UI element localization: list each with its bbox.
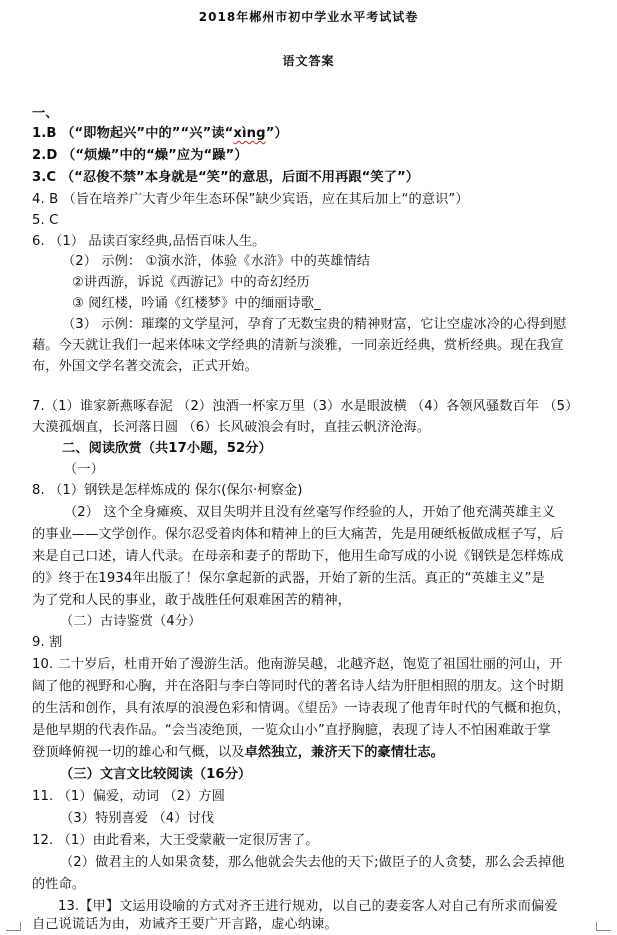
answer-q6-2a: （2） 示例： ①演水浒，体验《水浒》中的英雄情结 <box>62 254 371 269</box>
answer-q8-2d: 的》终于在1934年出版了！保尔拿起新的武器，开始了新的生活。真正的“英雄主义”是 <box>32 571 545 586</box>
answer-q12c: 的性命。 <box>32 877 86 892</box>
answer-q10e-bold: 卓然独立，兼济天下的豪情壮志。 <box>244 745 444 760</box>
part-two-heading: （二）古诗鉴赏（4分） <box>60 614 202 629</box>
answer-q6-2b: ②讲西游，诉说《西游记》中的奇幻经历 <box>72 275 310 290</box>
answer-q8-1: 8. （1）钢铁是怎样炼成的 保尔(保尔·柯察金) <box>32 483 303 498</box>
section-two-heading: 二、阅读欣赏（共17小题，52分） <box>62 441 272 456</box>
answer-q10c: 的生活和创作，具有浓厚的浪漫色彩和情调。《望岳》一诗表现了他青年时代的气概和抱负， <box>32 701 571 716</box>
answer-q6-2c: ③ 阅红楼，吟诵《红楼梦》中的缅丽诗歌_ <box>72 296 321 311</box>
answer-q10e <box>32 743 444 763</box>
answer-q6-3b: 藉。今天就让我们一起来体味文学经典的清新与淡雅，一同亲近经典，赏析经典。现在我宣 <box>32 338 564 353</box>
answer-q3: 3.C （“忍俊不禁”本身就是“笑”的意思，后面不用再跟“笑了”） <box>32 170 420 185</box>
answer-q10a: 10. 二十岁后，杜甫开始了漫游生活。他南游吴越，北越齐赵，饱览了祖国壮丽的河山，开 <box>32 657 563 672</box>
answer-q12b: （2）做君主的人如果贪婪，那么他就会失去他的天下;做臣子的人贪婪，那么会丢掉他 <box>60 855 565 870</box>
answer-q10d: 是他早期的代表作品。“会当凌绝顶，一览众山小”直抒胸臆，表现了诗人不怕困难敢于掌 <box>32 723 551 738</box>
answer-q11a: 11. （1）偏爱，动词 （2）方圆 <box>32 789 225 804</box>
answer-q8-2c: 来是自己口述，请人代录。在母亲和妻子的帮助下，他用生命写成的小说《钢铁是怎样炼成 <box>32 549 564 564</box>
answer-q8-2a: （2） 这个全身瘫痪、双目失明并且没有丝毫写作经验的人，开始了他充满英雄主义 <box>64 505 556 520</box>
answer-q4: 4. B （旨在培养广大青少年生态环保”缺少宾语，应在其后加上“的意识”） <box>32 192 469 207</box>
answer-q2: 2.D （“烦燥”中的“燥”应为“躁”） <box>32 148 248 163</box>
answer-q13b: 自己说谎话为由，劝诫齐王要广开言路，虚心纳谏。 <box>32 917 338 932</box>
answer-q8-2b: 的事业——文学创作。保尔忍受着肉体和精神上的巨大痛苦，先是用硬纸板做成框子写，后 <box>32 527 564 542</box>
answer-q12a: 12. （1）由此看来，大王受蒙蔽一定很厉害了。 <box>32 833 319 848</box>
answer-q1 <box>32 124 288 144</box>
answer-q8-2e: 为了党和人民的事业，敢于战胜任何艰难困苦的精神， <box>32 593 351 608</box>
part-three-heading: （三）文言文比较阅读（16分） <box>60 767 252 782</box>
answer-q7b: 大漠孤烟直，长河落日圆 （6）长风破浪会有时，直挂云帆济沧海。 <box>32 420 431 435</box>
answer-q13a: 13.【甲】文运用设喻的方式对齐王进行规劝，以自己的妻妾客人对自己有所求而偏爱 <box>58 899 558 914</box>
page-corner-mark-right <box>596 922 611 931</box>
document-subtitle: 语文答案 <box>282 54 335 68</box>
part-one-heading: （一） <box>64 462 104 477</box>
answer-q7a: 7.（1）谁家新燕啄春泥 （2）浊酒一杯家万里（3）水是眼波横 （4）各领风骚数百年 （5） <box>32 399 579 414</box>
page-corner-mark-left <box>6 922 21 931</box>
answer-q6-3a: （3） 示例：璀璨的文学星河，孕育了无数宝贵的精神财富，它让空虚冰冷的心得到慰 <box>62 317 567 332</box>
answer-q9: 9. 割 <box>32 635 63 650</box>
answer-q1-text: 1.B （“即物起兴”中的”“兴”读“ <box>32 126 234 141</box>
answer-q1-pinyin: xìng <box>233 126 266 141</box>
document-title: 2018年郴州市初中学业水平考试试卷 <box>198 10 419 24</box>
answer-q5: 5. C <box>32 213 59 228</box>
answer-q10b: 阔了他的视野和心胸，并在洛阳与李白等同时代的著名诗人结为肝胆相照的朋友。这个时期 <box>32 679 564 694</box>
section-one-heading: 一、 <box>32 106 59 121</box>
answer-q1-end: ”） <box>265 126 288 141</box>
answer-q6-3c: 布，外国文学名著交流会，正式开始。 <box>32 359 258 374</box>
answer-q6-1: 6. （1） 品读百家经典,品悟百味人生。 <box>32 234 266 249</box>
answer-q10e-text: 登顶峰俯视一切的雄心和气概，以及 <box>32 745 245 760</box>
answer-q11b: （3）特别喜爱 （4）讨伐 <box>60 811 215 826</box>
